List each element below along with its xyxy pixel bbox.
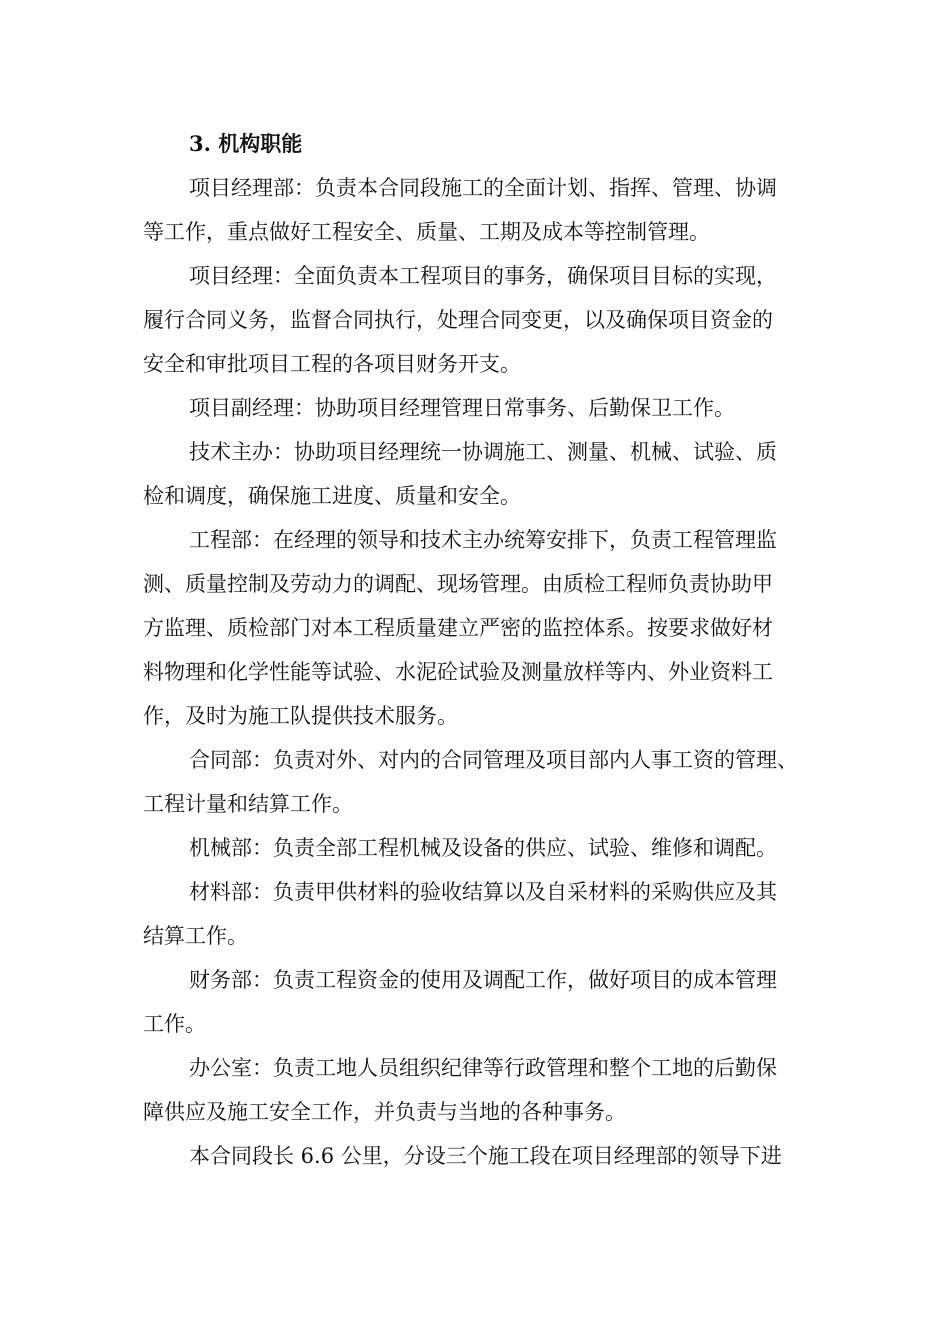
text-line: 材料部：负责甲供材料的验收结算以及自采材料的采购供应及其: [189, 880, 777, 904]
text-line: 项目经理：全面负责本工程项目的事务，确保项目目标的实现，: [189, 264, 777, 288]
text-line: 料物理和化学性能等试验、水泥砼试验及测量放样等内、外业资料工: [143, 660, 773, 684]
text-line: 工作。: [143, 1012, 206, 1036]
paragraph-office: [143, 1046, 809, 1134]
text-line: 结算工作。: [143, 924, 248, 948]
text-line: 履行合同义务，监督合同执行，处理合同变更，以及确保项目资金的: [143, 308, 773, 332]
paragraph-deputy-manager: [143, 386, 809, 430]
text-line: 本合同段长 6.6 公里，分设三个施工段在项目经理部的领导下进: [189, 1144, 782, 1168]
text-line: 项目经理部：负责本合同段施工的全面计划、指挥、管理、协调: [189, 176, 777, 200]
text-line: 项目副经理：协助项目经理管理日常事务、后勤保卫工作。: [189, 396, 735, 420]
text-line: 技术主办：协助项目经理统一协调施工、测量、机械、试验、质: [189, 440, 777, 464]
text-line: 检和调度，确保施工进度、质量和安全。: [143, 484, 521, 508]
text-line: 财务部：负责工程资金的使用及调配工作，做好项目的成本管理: [189, 968, 777, 992]
section-heading: 3. 机构职能: [189, 131, 303, 156]
paragraph-engineering-department: [143, 518, 809, 738]
paragraph-technical-lead: [143, 430, 809, 518]
paragraph-materials-department: [143, 870, 809, 958]
text-line: 测、质量控制及劳动力的调配、现场管理。由质检工程师负责协助甲: [143, 572, 773, 596]
text-line: 方监理、质检部门对本工程质量建立严密的监控体系。按要求做好材: [143, 616, 773, 640]
paragraph-machinery-department: [143, 826, 809, 870]
paragraph-contract-department: [143, 738, 809, 826]
paragraph-project-department: [143, 166, 809, 254]
text-line: 办公室：负责工地人员组织纪律等行政管理和整个工地的后勤保: [189, 1056, 777, 1080]
text-line: 作，及时为施工队提供技术服务。: [143, 704, 458, 728]
text-line: 工程计量和结算工作。: [143, 792, 353, 816]
document-body: [143, 122, 809, 1178]
text-line: 障供应及施工安全工作，并负责与当地的各种事务。: [143, 1100, 626, 1124]
text-line: 等工作，重点做好工程安全、质量、工期及成本等控制管理。: [143, 220, 710, 244]
text-line: 机械部：负责全部工程机械及设备的供应、试验、维修和调配。: [189, 836, 777, 860]
text-line: 工程部：在经理的领导和技术主办统筹安排下，负责工程管理监: [189, 528, 777, 552]
text-line: 合同部：负责对外、对内的合同管理及项目部内人事工资的管理、: [189, 748, 798, 772]
text-line: 安全和审批项目工程的各项目财务开支。: [143, 352, 521, 376]
paragraph-contract-section-length: [143, 1134, 809, 1178]
paragraph-finance-department: [143, 958, 809, 1046]
paragraph-project-manager: [143, 254, 809, 386]
